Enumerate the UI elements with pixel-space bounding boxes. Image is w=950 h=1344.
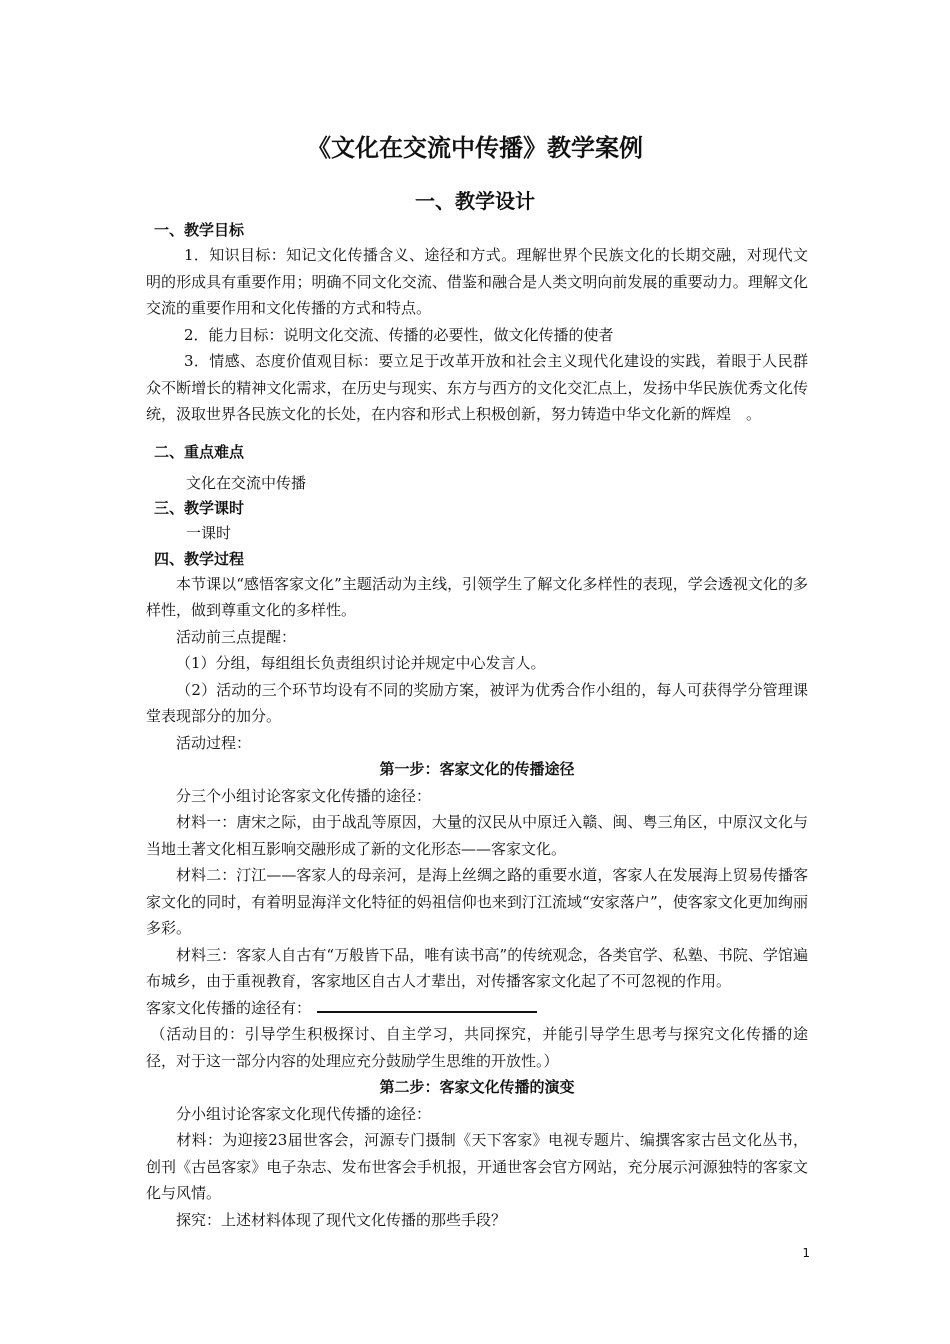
heading-step-2: 第二步：客家文化传播的演变 [379, 1078, 575, 1096]
paragraph-step2-material: 材料：为迎接23届世客会，河源专门摄制《天下客家》电视专题片、编撰客家古邑文化丛书，创刊《古邑客家》电子杂志、发布世客会手机报，开通世客会官方网站，充分展示河源独特的客家文化与风情。 [146, 1131, 808, 1202]
paragraph-ability-goal: 2．能力目标：说明文化交流、传播的必要性，做文化传播的使者 [184, 325, 614, 344]
paragraph-reminder-1: （1）分组，每组组长负责组织讨论并规定中心发言人。 [176, 654, 546, 672]
paragraph-key-point: 文化在交流中传播 [186, 473, 307, 492]
heading-process: 四、教学过程 [154, 549, 245, 568]
paragraph-step1-intro: 分三个小组讨论客家文化传播的途径： [176, 786, 432, 805]
paragraph-lesson-hours: 一课时 [186, 524, 232, 542]
paragraph-material-3: 材料三：客家人自古有“万般皆下品，唯有读书高”的传统观念，各类官学、私塾、书院、学馆遍布城乡，由于重视教育，客家地区自古人才辈出，对传播客家文化起了不可忽视的作用。 [146, 945, 808, 990]
paragraph-reminders: 活动前三点提醒： [176, 627, 297, 646]
paragraph-knowledge-goal: 1．知识目标：知记文化传播含义、途径和方式。理解世界个民族文化的长期交融，对现代文明的形成具有重要作用；明确不同文化交流、借鉴和融合是人类文明向前发展的重要动力。理解文化交流的重要作用和文化传播的方式和特点。 [146, 246, 808, 317]
paragraph-reminder-2: （2）活动的三个环节均设有不同的奖励方案，被评为优秀合作小组的，每人可获得学分管理课堂表现部分的加分。 [146, 680, 808, 725]
heading-key-points: 二、重点难点 [154, 442, 245, 461]
section-title-design: 一、教学设计 [415, 189, 535, 213]
paragraph-activity-aim: （活动目的：引导学生积极探讨、自主学习，共同探究，并能引导学生思考与探究文化传播的途径，对于这一部分内容的处理应充分鼓励学生思维的开放性。） [146, 1025, 808, 1070]
paragraph-step2-question: 探究：上述材料体现了现代文化传播的那些手段？ [176, 1210, 507, 1229]
paragraph-emotion-goal: 3．情感、态度价值观目标：要立足于改革开放和社会主义现代化建设的实践，着眼于人民群众不断增长的精神文化需求，在历史与现实、东方与西方的文化交汇点上，发扬中华民族优秀文化传统，汲取世界各民族文化的长处，在内容和形式上积极创新，努力铸造中华文化新的辉煌 。 [146, 352, 808, 423]
heading-lesson-hours: 三、教学课时 [154, 499, 245, 517]
answer-blank[interactable] [317, 997, 537, 1013]
paragraph-material-2: 材料二：汀江——客家人的母亲河，是海上丝绸之路的重要水道，客家人在发展海上贸易传播客家文化的同时，有着明显海洋文化特征的妈祖信仰也来到汀江流域“安家落户”，使客家文化更加绚丽多彩。 [146, 866, 808, 937]
document-title: 《文化在交流中传播》教学案例 [307, 134, 643, 162]
page-number: 1 [802, 1246, 810, 1260]
paragraph-activity-process: 活动过程： [176, 733, 252, 752]
paragraph-question-paths: 客家文化传播的途径有： [146, 995, 808, 1022]
paragraph-step2-intro: 分小组讨论客家文化现代传播的途径： [176, 1104, 432, 1123]
heading-step-1: 第一步：客家文化的传播途径 [379, 760, 575, 778]
heading-teaching-goals: 一、教学目标 [154, 221, 245, 239]
document-body [146, 218, 808, 1233]
paragraph-process-intro: 本节课以“感悟客家文化”主题活动为主线，引领学生了解文化多样性的表现，学会透视文化的多样性，做到尊重文化的多样性。 [146, 574, 808, 619]
paragraph-material-1: 材料一：唐宋之际，由于战乱等原因，大量的汉民从中原迁入赣、闽、粤三角区，中原汉文化与当地土著文化相互影响交融形成了新的文化形态——客家文化。 [146, 813, 808, 858]
